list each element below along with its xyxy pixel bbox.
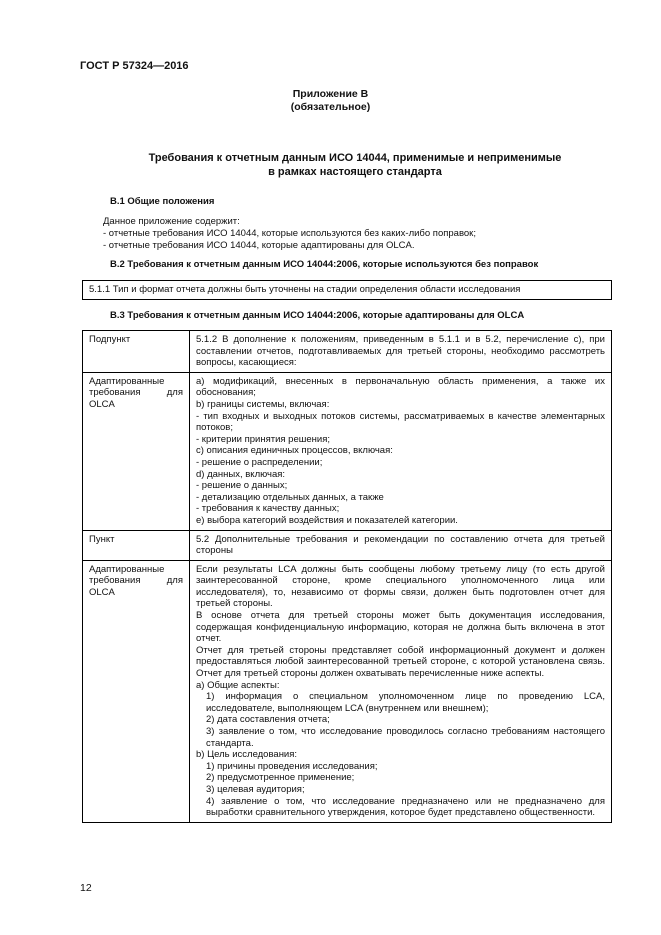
row-line: 3) целевая аудитория; <box>206 783 305 795</box>
row-line: а) Общие аспекты: <box>196 679 280 691</box>
row-line: 4) заявление о том, что исследование предназначено или не предназначено для выработки сравнительного утверждения, которое будет представлено общественности. <box>206 795 605 819</box>
appendix-title <box>120 151 590 179</box>
table-row <box>83 530 612 560</box>
section-b1-heading: В.1 Общие положения <box>110 196 215 207</box>
row-line: Если результаты LCA должны быть сообщены любому третьему лицу (то есть другой заинтересованной стороне, кроме специального уполномоченного лица или исследователя), то, независимо от формы связи, должен быть подготовлен отчет для третьей стороны. <box>196 563 605 610</box>
row-line: - решение о данных; <box>196 480 288 492</box>
table-row <box>83 372 612 530</box>
document-code: ГОСТ Р 57324—2016 <box>80 60 189 72</box>
table-row <box>83 331 612 373</box>
row-line: - решение о распределении; <box>196 456 323 468</box>
row-line: - критерии принятия решения; <box>196 433 330 445</box>
row-line: 1) информация о специальном уполномоченном лице по проведению LCA, исследователе, выполняющем LCA (внутреннем или внешнем); <box>206 691 605 714</box>
row-line: 3) заявление о том, что исследование проводилось согласно требованиям настоящего стандарта. <box>206 726 605 749</box>
row-key: Подпункт <box>83 331 190 373</box>
row-line: е) выбора категорий воздействия и показателей категории. <box>196 514 458 526</box>
row-key: Адаптированные требования для OLCA <box>83 372 190 530</box>
section-b2-box: 5.1.1 Тип и формат отчета должны быть уточнены на стадии определения области исследования <box>82 280 612 300</box>
row-line: - детализацию отдельных данных, а также <box>196 491 384 503</box>
row-value <box>190 331 612 373</box>
row-line: d) данных, включая: <box>196 468 286 480</box>
row-line: В основе отчета для третьей стороны может быть документация исследования, содержащая конфиденциальную информацию, которая не должна быть включена в этот отчет. <box>196 610 605 645</box>
row-line: - тип входных и выходных потоков системы, рассматриваемых в качестве элементарных потоков; <box>196 410 605 434</box>
row-line: 2) дата составления отчета; <box>206 714 330 726</box>
row-value <box>190 372 612 530</box>
row-line: 2) предусмотренное применение; <box>206 772 355 784</box>
row-line: 5.2 Дополнительные требования и рекомендации по составлению отчета для третьей стороны <box>196 533 605 557</box>
row-value <box>190 560 612 822</box>
list-item: - отчетные требования ИСО 14044, которые адаптированы для OLCA. <box>103 240 415 251</box>
title-line-2: в рамках настоящего стандарта <box>268 166 442 178</box>
section-b2-heading: В.2 Требования к отчетным данным ИСО 14044:2006, которые используются без поправок <box>110 259 539 270</box>
title-line-1: Требования к отчетным данным ИСО 14044, применимые и неприменимые <box>148 152 562 164</box>
section-b1-body <box>103 216 613 252</box>
section-b3-heading: В.3 Требования к отчетным данным ИСО 14044:2006, которые адаптированы для OLCA <box>110 310 525 321</box>
row-line: а) модификаций, внесенных в первоначальную область применения, а также их обоснования; <box>196 375 605 399</box>
row-line: b) Цель исследования: <box>196 749 298 761</box>
list-item: - отчетные требования ИСО 14044, которые используются без каких-либо поправок; <box>103 228 476 239</box>
row-line: 1) причины проведения исследования; <box>206 760 378 772</box>
appendix-heading <box>0 88 661 114</box>
row-line: 5.1.2 В дополнение к положениям, приведенным в 5.1.1 и в 5.2, перечисление с), при составлении отчетов, подготавливаемых для третьей стороны, необходимо рассмотреть вопросы, касающиеся: <box>196 334 605 369</box>
row-line: - требования к качеству данных; <box>196 503 340 515</box>
row-key: Пункт <box>83 530 190 560</box>
row-line: b) границы системы, включая: <box>196 398 330 410</box>
appendix-status: (обязательное) <box>290 101 371 113</box>
row-line: с) описания единичных процессов, включая: <box>196 445 393 457</box>
row-value <box>190 530 612 560</box>
row-key: Адаптированные требования для OLCA <box>83 560 190 822</box>
row-line: Отчет для третьей стороны представляет собой информационный документ и должен предоставляться любой заинтересованной третьей стороне, с которой установлена связь. Отчет для третьей стороны должен охватывать перечисленные ниже аспекты. <box>196 644 605 680</box>
section-b1-intro: Данное приложение содержит: <box>103 216 240 227</box>
appendix-name: Приложение В <box>292 88 369 100</box>
page-number: 12 <box>80 882 92 894</box>
table-row <box>83 560 612 822</box>
requirements-table <box>82 330 612 823</box>
